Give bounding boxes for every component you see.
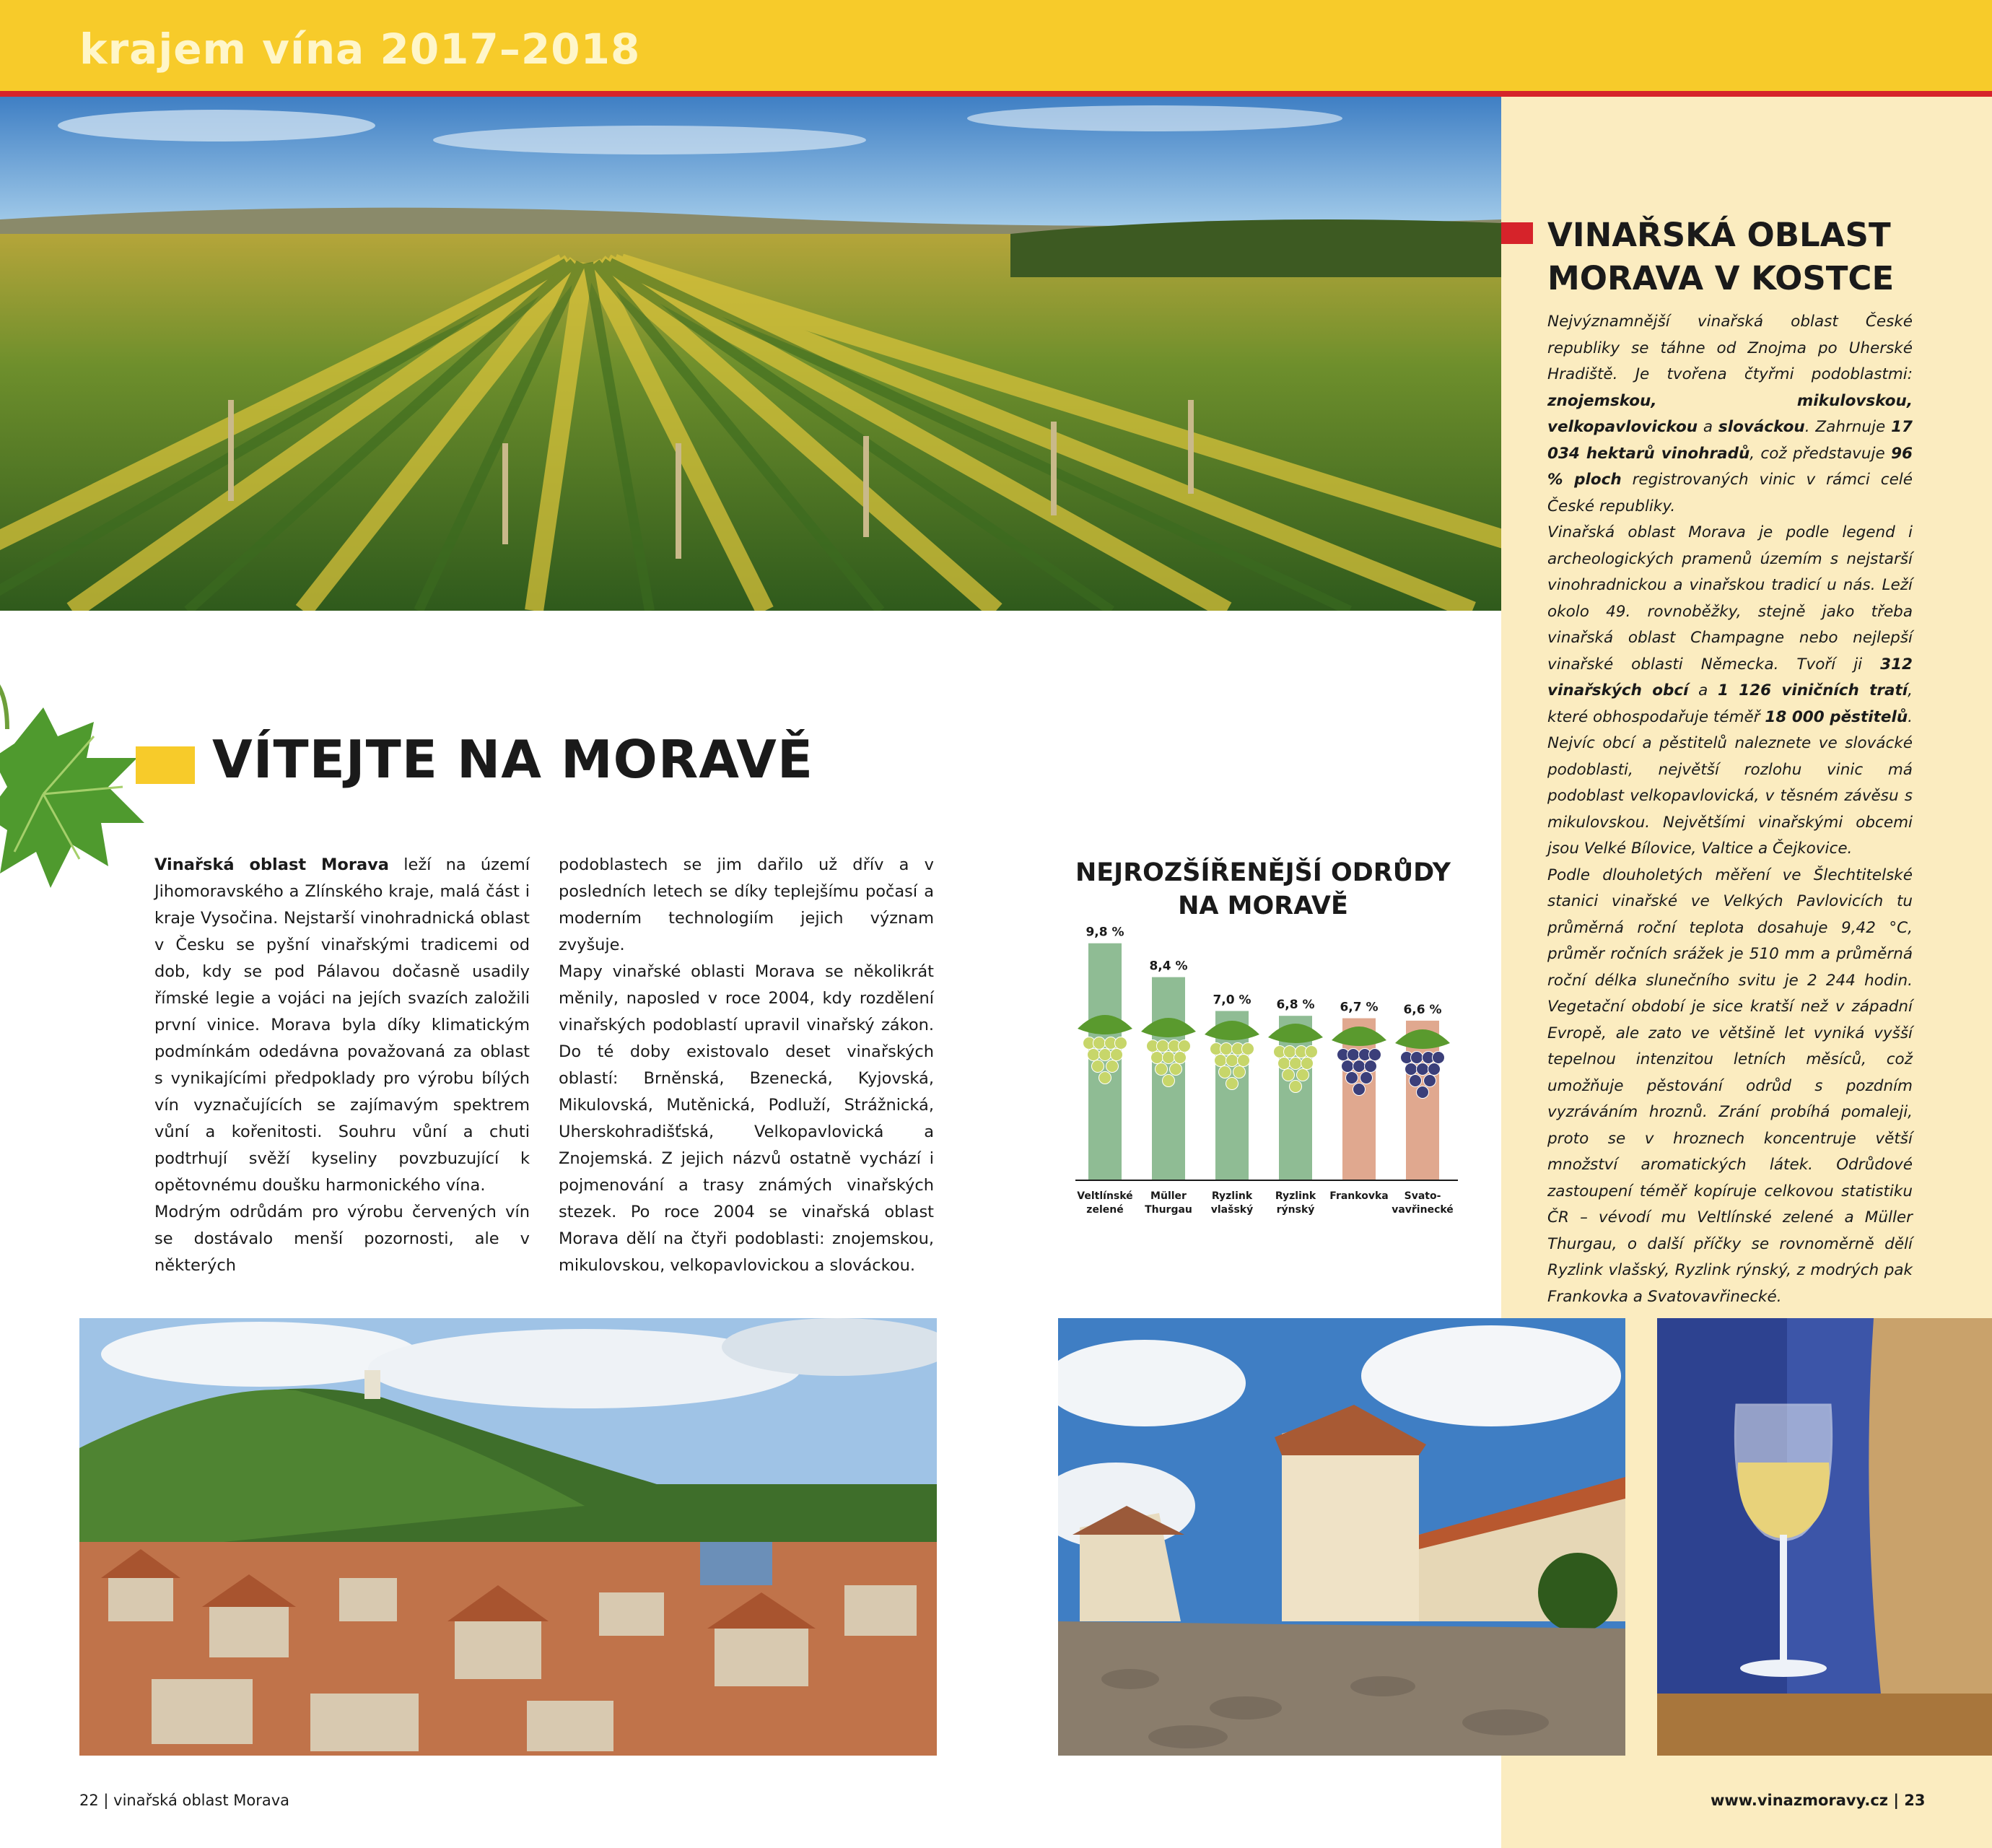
article-column-1 <box>154 852 530 1279</box>
white-grape-icon <box>1205 1021 1259 1090</box>
article-paragraph: Vinařská oblast Morava leží na území Jihomoravského a Zlínského kraje, malá část i kraje Vysočina. Nejstarší vinohradnická oblast v Česku se pyšní vinařskými tradicemi od dob, kdy se pod Pálavou dočasně usadily římské legie a vojáci na jejích svazích založili první vinice. Morava byla díky klimatickým podmínkám odedávna považovaná za oblast s vynikajícími předpoklady pro výrobu bílých vín vyznačujících se zajímavým spektrem vůní a kořenitosti. Souhru vůní a chuti podtrhují svěží kyseliny povzbuzující k opětovnému doušku harmonického vína. <box>154 855 530 1195</box>
sidebar-heading: VINAŘSKÁ OBLAST MORAVA V KOSTCE <box>1547 216 1895 297</box>
footer-left: 22 | vinařská oblast Morava <box>79 1792 289 1809</box>
red-grape-icon <box>1332 1027 1386 1096</box>
chart-category-label: vlašský <box>1210 1204 1254 1216</box>
white-grape-icon <box>1141 1018 1196 1087</box>
chart-value-label: 6,8 % <box>1276 998 1315 1013</box>
town-photo <box>79 1318 937 1756</box>
sidebar-text <box>1547 309 1913 1310</box>
chart-category-label: rýnský <box>1276 1204 1315 1216</box>
vineyard-photo <box>0 97 1501 611</box>
article-column-2 <box>559 852 934 1279</box>
header-red-line <box>0 91 1992 97</box>
chart-value-label: 8,4 % <box>1149 959 1188 974</box>
sidebar-paragraph: Nejvýznamnější vinařská oblast České republiky se táhne od Znojma po Uherské Hradiště. Je tvořena čtyřmi podoblastmi: znojemskou, mikulovskou, velkopavlovickou a slováckou. Zahrnuje 17 034 hektarů vinohradů, což představuje 96 % ploch registrovaných vinic v rámci celé České republiky. <box>1547 313 1913 515</box>
varieties-bar-chart <box>1054 852 1472 1227</box>
article-paragraph: Modrým odrůdám pro výrobu červených vín se dostávalo menší pozornosti, ale v některých <box>154 1203 530 1275</box>
article-paragraph: Mapy vinařské oblasti Morava se několikrát měnily, naposled v roce 2004, kdy rozdělení vinařských podoblastí upravil vinařský zákon. Do té doby existovalo deset vinařských oblastí: Brněnská, Bzenecká, Kyjovská, Mikulovská, Mutěnická, Podluží, Strážnická, Uherskohradišťská, Velkopavlovická a Znojemská. Z jejich názvů ostatně vychází i pojmenování a trasy známých vinařských stezek. Po roce 2004 se vinařská oblast Morava dělí na čtyři podoblasti: znojemskou, mikulovskou, velkopavlovickou a slováckou. <box>559 962 934 1275</box>
sidebar-paragraph: Podle dlouholetých měření ve Šlechtitelské stanici vinařské ve Velkých Pavlovicích tu průměrná roční teplota dosahuje 9,42 °C, průměr ročních srážek je 510 mm a průměrná roční délka slunečního svitu je 2 244 hodin. Vegetační období je sice kratší než v západní Evropě, ale zato ve většině let vyniká vyšší tepelnou intenzitou letních měsíců, což umožňuje pěstování odrůd s pozdním vyzráváním hroznů. Zrání probíhá pomaleji, proto se v hroznech koncentruje větší množství aromatických látek. Odrůdové zastoupení téměř kopíruje celkovou statistiku ČR – vévodí mu Veltlínské zelené a Müller Thurgau, o další příčky se rovnoměrně dělí Ryzlink vlašský, Ryzlink rýnský, z modrých pak Frankovka a Svatovavřinecké. <box>1547 866 1913 1306</box>
wine-glass-photo <box>1657 1318 1992 1756</box>
white-grape-icon <box>1078 1015 1132 1084</box>
chart-category-label: Ryzlink <box>1211 1190 1253 1202</box>
chart-category-label: vavřinecké <box>1392 1204 1454 1216</box>
chart-category-label: Thurgau <box>1145 1204 1192 1216</box>
grape-leaf-icon <box>0 679 152 895</box>
sidebar-paragraph: Vinařská oblast Morava je podle legend i archeologických pramenů územím s nejstarší vinohradnickou a vinařskou tradicí u nás. Leží okolo 49. rovnoběžky, stejně jako třeba vinařská oblast Champagne nebo nejlepší vinařské oblasti Německa. Tvoří ji 312 vinařských obcí a 1 126 viničních tratí, které obhospodařuje téměř 18 000 pěstitelů. Nejvíc obcí a pěstitelů naleznete ve slovácké podoblasti, největší rozlohu vinic má podoblast velkopavlovická, v těsném závěsu s mikulovskou. Největšími vinařskými obcemi jsou Velké Bílovice, Valtice a Čejkovice. <box>1547 523 1913 858</box>
chart-title: NEJROZŠÍŘENĚJŠÍ ODRŮDY NA MORAVĚ <box>1075 858 1451 920</box>
chart-value-label: 6,6 % <box>1403 1002 1442 1017</box>
article-lead: Vinařská oblast Morava <box>154 855 389 874</box>
red-grape-icon <box>1395 1029 1450 1099</box>
chart-category-label: Veltlínské <box>1077 1190 1133 1202</box>
article-paragraph: podoblastech se jim dařilo už dřív a v posledních letech se díky teplejšímu počasí a moderním technologiím jejich význam zvyšuje. <box>559 855 934 954</box>
chart-category-label: Ryzlink <box>1275 1190 1316 1202</box>
chart-value-label: 7,0 % <box>1213 993 1251 1008</box>
chateau-photo <box>1058 1318 1625 1756</box>
chart-category-label: Svato- <box>1404 1190 1441 1202</box>
header-title: krajem vína 2017–2018 <box>79 25 641 74</box>
chart-value-label: 6,7 % <box>1340 1000 1379 1015</box>
sidebar-accent-bar <box>1501 222 1533 244</box>
chart-category-label: Frankovka <box>1329 1190 1389 1202</box>
chart-category-label: Müller <box>1150 1190 1187 1202</box>
article-heading: VÍTEJTE NA MORAVĚ <box>212 729 814 790</box>
white-grape-icon <box>1268 1024 1323 1093</box>
footer-right: www.vinazmoravy.cz | 23 <box>1711 1792 1926 1809</box>
chart-category-label: zelené <box>1086 1204 1124 1216</box>
chart-value-label: 9,8 % <box>1085 925 1124 940</box>
heading-accent-bar <box>136 746 195 784</box>
